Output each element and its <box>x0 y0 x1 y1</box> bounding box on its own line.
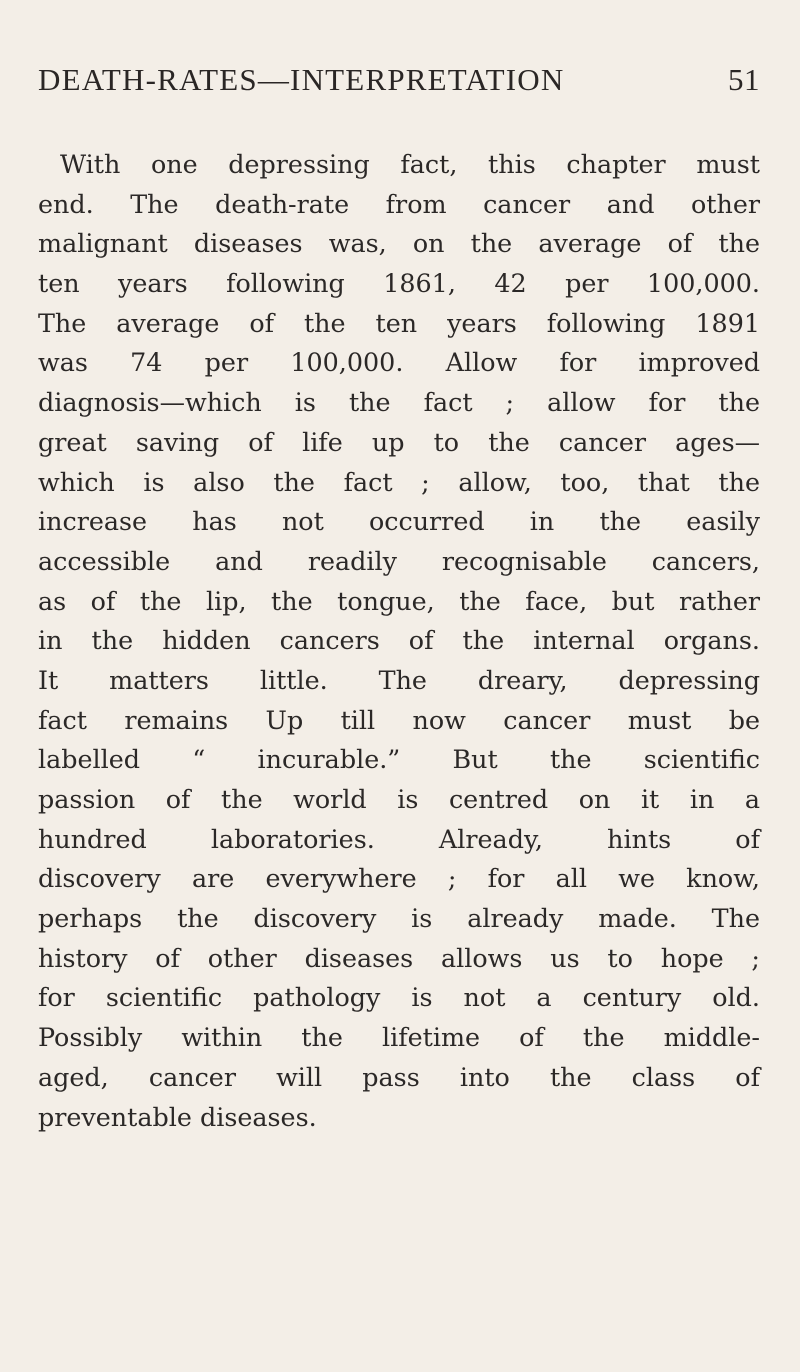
text-line-1: With one depressing fact, this chapter must <box>60 149 760 179</box>
text-line-24: aged, cancer will pass into the class of <box>38 1061 760 1092</box>
text-line-19: discovery are everywhere ; for all we know, <box>38 863 760 894</box>
text-line-22: for scientific pathology is not a century old. <box>38 982 760 1013</box>
text-line-5: The average of the ten years following 1891 <box>38 307 760 338</box>
text-line-10: increase has not occurred in the easily <box>38 506 760 537</box>
text-line-15: fact remains Up till now cancer must be <box>38 704 760 735</box>
text-line-9: which is also the fact ; allow, too, that the <box>38 466 760 497</box>
text-line-21: history of other diseases allows us to hope ; <box>38 942 760 973</box>
text-line-11: accessible and readily recognisable cancers, <box>38 545 760 576</box>
chapter-title: DEATH-RATES—INTERPRETATION <box>38 62 565 97</box>
text-line-12: as of the lip, the tongue, the face, but rather <box>38 585 760 616</box>
text-line-23: Possibly within the lifetime of the middle- <box>38 1022 760 1053</box>
text-line-13: in the hidden cancers of the internal organs. <box>38 625 760 656</box>
text-line-7: diagnosis—which is the fact ; allow for the <box>38 387 760 418</box>
text-line-6: was 74 per 100,000. Allow for improved <box>38 347 760 378</box>
text-line-25: preventable diseases. <box>38 1101 317 1132</box>
text-line-4: ten years following 1861, 42 per 100,000. <box>38 268 760 299</box>
text-line-3: malignant diseases was, on the average of the <box>38 228 760 259</box>
text-line-17: passion of the world is centred on it in a <box>38 784 760 814</box>
text-line-8: great saving of life up to the cancer ages— <box>38 426 760 457</box>
text-line-20: perhaps the discovery is already made. The <box>38 903 760 934</box>
text-line-16: labelled “ incurable.” But the scientific <box>38 744 760 775</box>
body-paragraph <box>38 145 760 1137</box>
text-line-18: hundred laboratories. Already, hints of <box>38 823 760 854</box>
page-number: 51 <box>728 62 760 97</box>
text-line-14: It matters little. The dreary, depressing <box>38 664 760 695</box>
running-head <box>38 62 760 104</box>
text-line-2: end. The death-rate from cancer and other <box>38 188 760 219</box>
